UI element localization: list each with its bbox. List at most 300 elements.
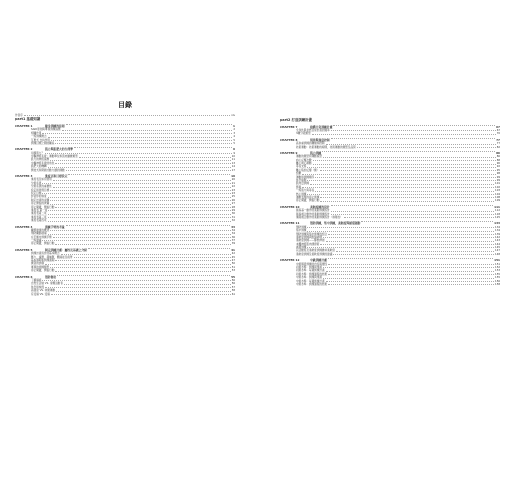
chapter-number: CHAPTER 3 [15,174,33,179]
page-number: 28 [231,205,235,209]
dot-leader [48,210,230,211]
dot-leader [55,163,230,164]
page-number: 156 [495,279,500,283]
page-number: 55 [231,274,235,279]
dot-leader [326,281,495,282]
dot-leader [323,237,494,238]
dot-leader [328,274,494,275]
chapter-title: 規律與強度控制 [310,137,330,142]
chapter-number: CHAPTER 4 [15,224,33,229]
dot-leader [56,291,231,292]
chapter-title: 健身訓練的原則 [45,123,65,128]
entry-title: 簡易基一動作的柔韌訓練設計 [296,209,330,213]
dot-leader [307,167,495,168]
dot-leader [315,191,494,192]
dot-leader [313,164,496,165]
entry-title: 休息時間 [296,179,307,183]
page-number: 57 [231,285,235,289]
entry-title: 訓練目標之間的關係 [31,141,55,145]
page-number: 147 [495,249,500,253]
left-page [15,101,235,296]
dot-leader [50,200,231,201]
entry-title: 全身性與非核目常計畫的頻率 [296,128,330,132]
entry-title: 循環訓練 [296,246,307,250]
page-number: 86 [496,155,500,159]
entry-title: 向心反覆次數 [296,158,312,162]
page-number: 134 [495,229,500,233]
page-number: 1 [233,123,235,128]
entry-title: 進度表第二頁 [31,212,47,216]
dot-leader [326,241,495,242]
dot-leader [302,187,494,188]
dot-leader [66,170,231,171]
page-number: 37 [231,239,235,243]
page-number: 25 [231,195,235,199]
dot-leader [42,280,230,281]
dot-leader [48,221,231,222]
chapter-number: CHAPTER 12 [280,258,300,263]
entry-title: 進度表第四頁 [31,219,47,223]
dot-leader [51,294,231,295]
entry-title: 集中訓練 [296,229,307,233]
dot-leader [42,133,232,134]
entry-title: 分級系統 [31,181,42,185]
dot-leader [24,115,230,116]
toc-entry [280,216,500,219]
dot-leader [328,284,494,285]
toc-entry [280,199,500,202]
page-number: 13 [231,161,235,165]
dot-leader [333,254,494,255]
chapter-number: CHAPTER 8 [280,137,298,142]
dot-leader [42,193,230,194]
page-number: 142 [495,235,500,239]
page-number: 3 [233,131,235,135]
entry-title: 進度表第三頁 [31,215,47,219]
chapter-number: CHAPTER 11 [280,221,300,226]
chapter-number: CHAPTER 9 [280,150,298,155]
dot-leader [45,264,231,265]
toc-entry [15,169,235,172]
entry-title: 運動表現的停止訓練 [296,196,320,199]
dot-leader [331,205,494,206]
entry-title: 停止閱讀，開始行動 [31,205,55,209]
dot-leader [53,187,231,188]
page-number: 101 [495,182,500,186]
page-number: 148 [495,252,500,256]
chapter-number: CHAPTER 10 [280,204,300,209]
toc-entry [15,219,235,222]
entry-title: 設定和實現目標 [31,188,50,192]
entry-title: 基本週期和訓練週期 [31,259,55,263]
entry-title: 預防訓練與集中訓練的組合 [296,232,328,236]
dot-leader [53,237,231,238]
toc-entry [280,253,500,256]
dot-leader [328,258,493,259]
entry-title: 柔軟度訓練及柔軟度訓練的建議 [296,252,333,256]
entry-title: 柔軟度訓練——靜態伸展 [296,239,325,243]
page-number: 152 [495,266,500,270]
entry-title: 核心訓練 [296,192,307,196]
page-number: 144 [495,242,500,246]
entry-title: 簡易複合動作的柔韌訓練設計 [296,212,330,216]
page-number: 151 [494,258,500,263]
chapter-number: CHAPTER 2 [15,147,33,152]
page-number: 58 [231,289,235,293]
entry-title: 停止閱讀，開始行動 [31,242,55,246]
entry-title: 進度表 第一頁 [31,208,48,212]
dot-leader [333,125,495,126]
page-number: 34 [231,232,235,236]
dot-leader [66,225,231,226]
entry-title: 了解傷病 [31,278,42,282]
dot-leader [55,143,232,144]
entry-title: 離心集約反覆（練） [296,168,320,172]
entry-title: 休息和恢復 [31,285,44,289]
entry-title: 相關作用 [31,131,42,135]
page-number: 34 [231,228,235,232]
entry-title: 自然生活做 VS. 身體活動者 [31,282,63,286]
page-number: 21 [231,181,235,185]
page-number: 88 [496,158,500,162]
dot-leader [307,180,495,181]
entry-title: 進度表及如何使用 [31,178,52,182]
dot-leader [307,247,494,248]
dot-leader [357,147,496,148]
page-number: 118 [495,212,500,216]
entry-title: 柔軟度訓練與組織處理 [296,235,322,239]
entry-title: 練習的評價 [31,262,44,266]
dot-leader [50,230,231,231]
part-heading [280,118,500,123]
page-number: 36 [231,235,235,239]
dot-leader [326,271,495,272]
page-number: 102 [495,185,500,189]
page-number: 17 [231,168,235,172]
page-number: 103 [495,189,500,193]
entry-title: 等長支撐 [296,165,307,169]
dot-leader [328,234,494,235]
dot-leader [55,244,230,245]
page-number: 45 [231,255,235,259]
entry-title: SAID原則與專項訓練適應 [31,128,61,132]
entry-title: 停止開始的實驗 [31,202,50,206]
page-number: 9 [233,147,235,152]
page-number: 99 [496,175,500,179]
entry-title: 運動和訓練順序 [296,175,315,179]
dot-leader [302,174,496,175]
dot-leader [307,231,494,232]
page-number: 10 [231,155,235,159]
part-heading [15,117,235,122]
entry-title: 初級水準：訓練與規畫 [296,266,322,270]
toc-title: 目錄 [118,101,132,109]
page-number: 33 [231,224,235,229]
page-number: 4 [233,135,235,139]
chapter-number: CHAPTER 1 [15,123,33,128]
entry-title: 評估你的進度 [31,195,47,199]
dot-leader [336,251,494,252]
page-number: 47 [231,259,235,263]
dot-leader [344,217,494,218]
entry-title: 肌肥大的機轉 [31,165,47,169]
dot-leader [328,264,494,265]
page-number: 29 [231,208,235,212]
entry-title: 專項的訓練類型 [31,265,50,269]
dot-leader [48,197,231,198]
page-number: 139 [495,232,500,236]
chapter-title: 預防傷害 [45,274,57,279]
entry-title: 中級階段訓練的內容與要因 [296,262,328,266]
entry-title: 一般訓練概念 [31,135,47,139]
page-number: xiv [231,113,235,117]
right-toc-list [280,118,500,286]
page-number: 143 [495,239,500,243]
chapter-title: 肌力訓練 [310,150,322,155]
dot-leader [315,177,496,178]
entry-title: 肌力的神經適應 [31,158,50,162]
dot-leader [323,157,496,158]
page-number: 112 [495,209,500,213]
dot-leader [55,260,230,261]
dot-leader [50,267,231,268]
chapter-title: 進度表和目標設定 [45,174,68,179]
entry-title: 設定目標 [31,192,42,195]
dot-leader [42,183,230,184]
dot-leader [50,190,231,191]
page-number: 77 [496,137,500,142]
toc-entry [280,132,500,135]
page-number: 98 [496,172,500,176]
dot-leader [48,217,231,218]
chapter-title: 建構日常訓練計畫 [310,124,333,129]
page-number: 95 [496,168,500,172]
page-number: 61 [231,292,235,296]
entry-title: 肌肉量訓練 [296,182,309,186]
dot-leader [79,157,231,158]
page-number: 153 [495,269,500,273]
chapter-number: CHAPTER 7 [280,124,298,129]
dot-leader [45,287,231,288]
page-number: 20 [231,178,235,182]
dot-leader [326,144,496,145]
page-number: 133 [494,221,500,226]
toc-entry [280,146,500,149]
dot-leader [307,194,494,195]
toc-entry [15,142,235,145]
page-number: 82 [496,145,500,149]
dot-leader [331,130,496,131]
entry-title: 一般建議 [31,239,42,243]
page-number: 104 [495,192,500,196]
page-number: 53 [231,269,235,273]
dot-leader [64,284,231,285]
page-number: 108 [495,196,500,199]
page-number: 19 [231,174,235,179]
entry-title: 組數 [296,172,302,176]
dot-leader [312,134,496,135]
right-page [280,118,500,286]
chapter-title: 預防訓練，集中訓練，柔韌度與循環運動 [310,221,361,226]
page-number: 41 [231,247,235,252]
dot-leader [48,214,231,215]
dot-leader [62,130,233,131]
dot-leader [320,201,494,202]
page-number: 39 [231,242,235,246]
page-number: 23 [231,188,235,192]
entry-title: 作者序 [15,113,23,117]
dot-leader [50,160,231,161]
page-number: 27 [231,202,235,206]
chapter-number: CHAPTER 5 [15,247,33,252]
dot-leader [331,138,496,139]
dot-leader [53,180,231,181]
page-number: 32 [231,219,235,223]
dot-leader [48,137,233,138]
dot-leader [320,244,494,245]
entry-title: 有受傷 VS. 受傷 [31,292,50,296]
entry-title: 停止閱讀，開始行動 [296,199,320,203]
page-number: 134 [495,225,500,229]
entry-title: 分級系統的重要性 [31,185,52,189]
entry-title: 在平衡中訓練手臂 [31,235,52,239]
page-number: 67 [496,128,500,132]
page-number: 5 [233,141,235,145]
dot-leader [310,184,494,185]
page-number: 51 [231,265,235,269]
entry-title: 壓力，適應，超補償，體適能及疲勞 [31,255,73,259]
chapter-title: 肌力與肌肥大的生理學 [45,147,73,152]
entry-title: 離心向心運動 [296,162,312,166]
entry-title: 制定計畫的步驟 [31,198,50,202]
page-number: 14 [231,165,235,169]
entry-title: 預防關節損傷 [31,232,47,236]
dot-leader [88,248,230,249]
chapter-title: 中級訓練計畫 [310,258,327,263]
page-number: 5 [233,138,235,142]
entry-title: 中級水準：訓練與規畫 [296,276,322,280]
entry-title: 中樞神經系統：運動單位和肌肉纖維類型 [31,155,78,159]
page-number: 9 [233,151,235,155]
page-number: 155 [495,272,500,276]
page-number: 92 [496,165,500,169]
entry-title: 初級水準：訓練過程的結果 [296,272,328,276]
page-number: 26 [231,198,235,202]
dot-leader [48,234,231,235]
page-number: 22 [231,185,235,189]
page-number: 111 [494,204,500,209]
toc-entry [15,242,235,245]
entry-title: part2 打造訓練計畫 [280,118,312,122]
dot-leader [322,151,495,152]
dot-leader [313,160,496,161]
entry-title: 3種分段類型 [296,132,311,136]
entry-title: 何謂肌力？ [31,151,44,155]
entry-title: 本體神經肌肉誘發術 [296,242,320,246]
page-number: 31 [231,215,235,219]
page-number: 56 [231,278,235,282]
dot-leader [361,221,493,222]
dot-leader [320,197,494,198]
dot-leader [68,174,230,175]
page-number: 23 [231,192,235,195]
page-number: 30 [231,212,235,216]
page-number: 56 [231,282,235,286]
chapter-title: 制定訓練計畫：屬性及基礎之介紹 [45,247,87,252]
entry-title: 中樞神經系統的角色 [31,161,55,165]
dot-leader [74,147,232,148]
dot-leader [307,227,494,228]
dot-leader [51,140,232,141]
page-number: 70 [496,132,500,136]
page-number: 145 [495,246,500,250]
dot-leader [48,167,231,168]
left-toc-list [15,114,235,296]
entry-title: 高強度 VS. 休閒運動 [31,289,56,293]
toc-entry [15,269,235,272]
dot-leader [331,211,494,212]
entry-title: 預防訓練 [296,225,307,229]
page-number: 11 [231,158,235,162]
page-number: 42 [231,252,235,256]
dot-leader [55,207,230,208]
entry-title: 關節健康的概述 [31,228,50,232]
entry-title: 以活動度及柔軟度訓練維持柔軟度 [296,249,335,253]
dot-leader [323,278,494,279]
page-number: 50 [231,262,235,266]
entry-title: part1 基礎知識 [15,117,41,122]
page-number: 2 [233,128,235,132]
entry-title: 進階複合動作的柔韌訓練設計（進階性） [296,215,343,219]
page-number: 86 [496,150,500,155]
page-number: 125 [495,215,500,219]
entry-title: 節奏 [296,185,302,189]
entry-title: 訓練計畫設計的基本概念 [31,252,60,256]
toc-entry [280,283,500,286]
page-number: 99 [496,179,500,183]
dot-leader [45,153,232,154]
entry-title: 停止閱讀，開始行動 [31,269,55,273]
chapter-title: 訓練手臂的考量 [45,224,65,229]
toc-entry [15,293,235,296]
dot-leader [320,170,495,171]
page-number: 158 [495,282,500,286]
page-number: 151 [495,262,500,266]
dot-leader [55,271,230,272]
dot-leader [61,254,231,255]
chapter-number: CHAPTER 6 [15,274,33,279]
dot-leader [331,214,494,215]
entry-title: 一般肌力與等長 [296,189,315,193]
page-number: 109 [495,199,500,203]
dot-leader [323,267,494,268]
dot-leader [66,124,232,125]
dot-leader [57,275,230,276]
entry-title: 技術運動：技術運動的時間，技術運動的類型及品質 [296,145,356,149]
entry-title: 初級水準：每週訓練計畫 [296,269,325,273]
page-number: 155 [495,276,500,280]
dot-leader [50,204,231,205]
page-number: 77 [496,142,500,146]
dot-leader [42,240,230,241]
entry-title: 運動的類型和運動模型 [296,155,322,159]
entry-title: 中級水準：訓練過程的結果 [296,282,328,286]
entry-title: 互惠式 支持作用 [31,138,50,142]
page-number: 67 [496,124,500,129]
chapter-title: 柔韌度練的設計 [310,204,330,209]
entry-title: 開放式和閉鎖式動力鏈的運動 [31,168,65,172]
dot-leader [74,257,231,258]
